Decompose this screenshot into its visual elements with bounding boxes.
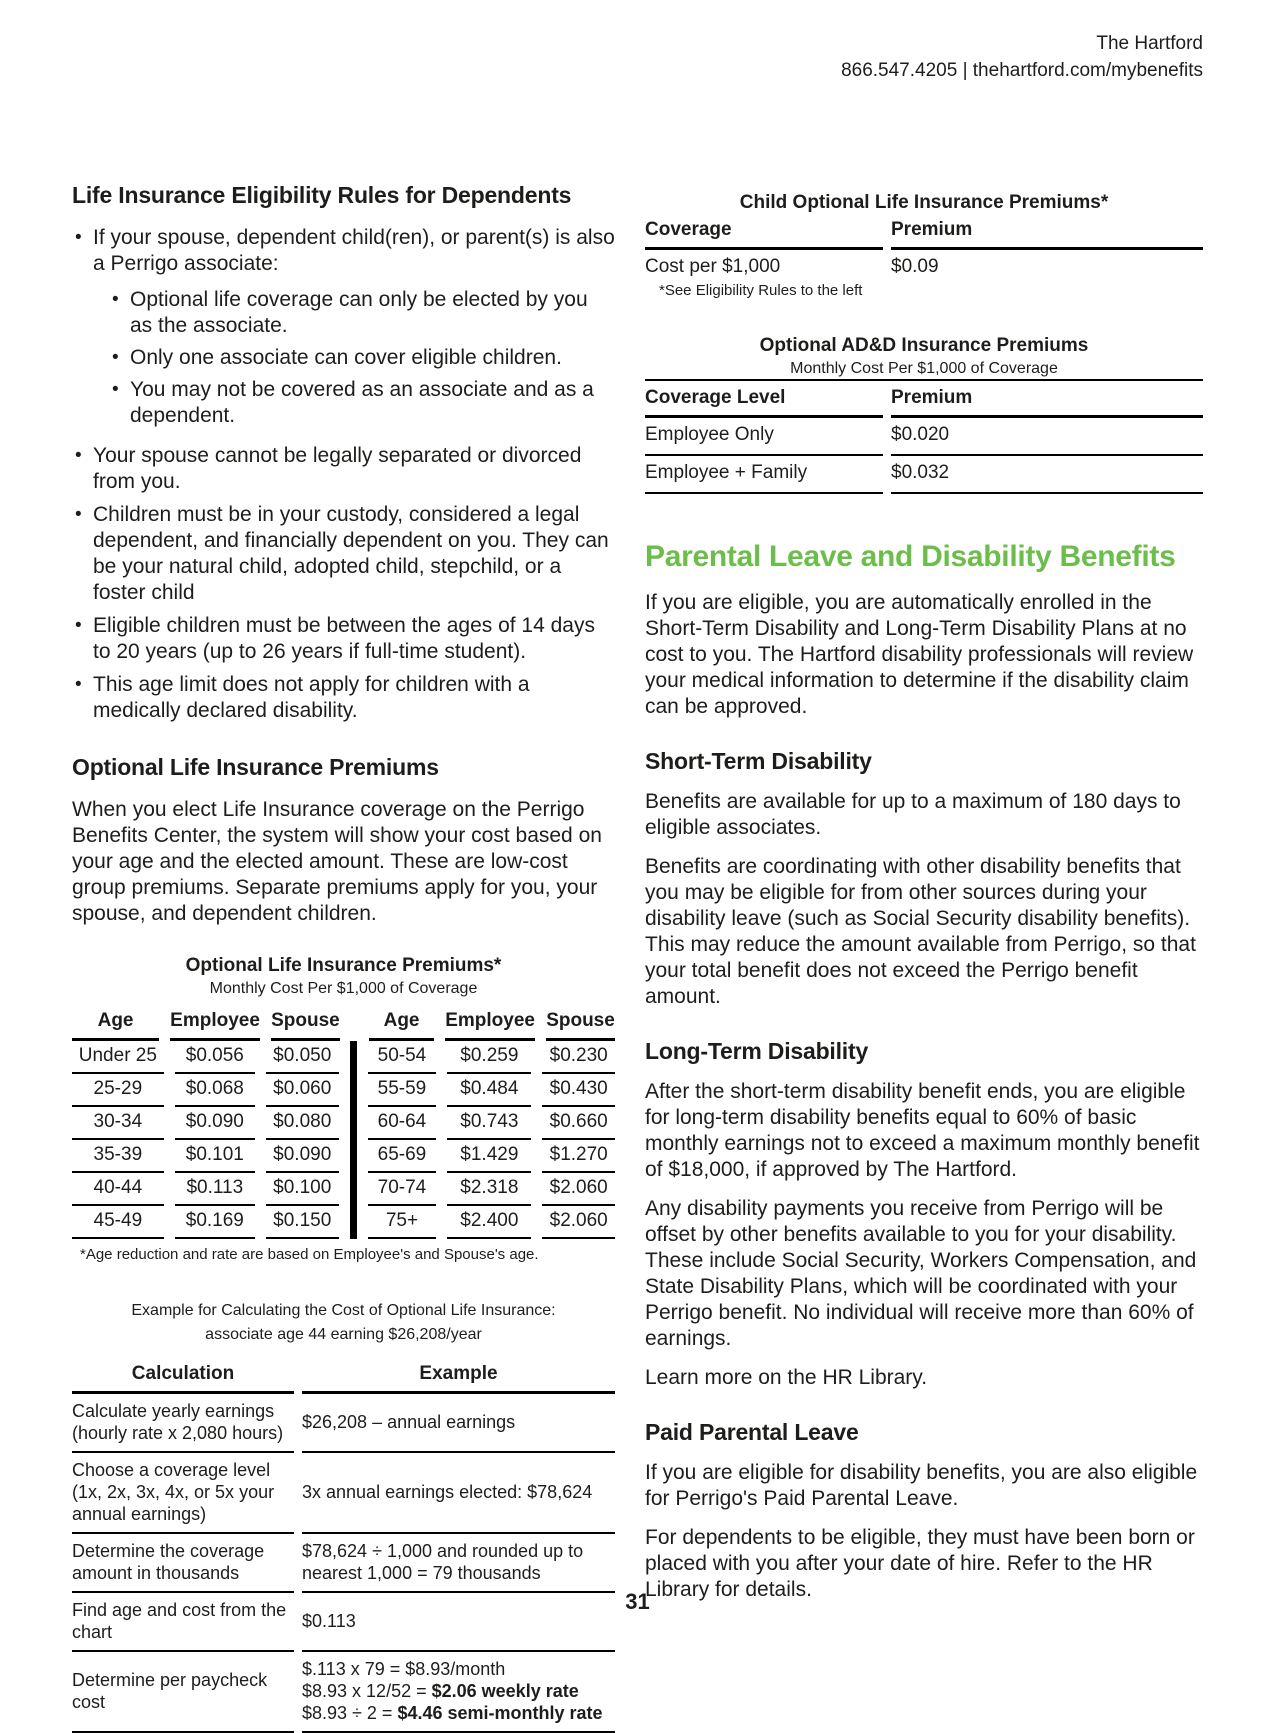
table-cell: $0.056 <box>175 1041 255 1074</box>
table-cell: $0.020 <box>891 418 1203 456</box>
table-header-row <box>645 217 1203 250</box>
calc-table-header-row <box>72 1361 615 1394</box>
page-number: 31 <box>625 1589 650 1614</box>
calc-cell <box>72 1394 294 1453</box>
table-cell: $2.060 <box>542 1206 615 1239</box>
table-cell: $1.429 <box>447 1140 531 1173</box>
sub-bullet-item: • Optional life coverage can only be elected by you as the associate. <box>107 287 615 339</box>
add-premiums-table-title: Optional AD&D Insurance Premiums <box>759 335 1089 356</box>
two-column-layout <box>72 182 1203 1733</box>
section-heading-long-term: Long-Term Disability <box>645 1038 869 1064</box>
table-cell: $0.113 <box>175 1173 255 1206</box>
table-row <box>72 1173 615 1206</box>
short-term-paragraph: Benefits are available for up to a maximum of 180 days to eligible associates. <box>645 790 1181 839</box>
example-intro: Example for Calculating the Cost of Optional Life Insurance: associate age 44 earning $26,208/year <box>131 1302 556 1343</box>
table-cell: $0.660 <box>542 1107 615 1140</box>
table-cell: $0.150 <box>266 1206 339 1239</box>
table-cell: 70-74 <box>368 1173 437 1206</box>
table-cell: 50-54 <box>368 1041 437 1074</box>
column-header: Spouse <box>546 1008 615 1041</box>
example-line <box>302 1702 615 1724</box>
calc-text: Calculate yearly earnings (hourly rate x 2,080 hours) <box>72 1401 284 1443</box>
table-cell: 40-44 <box>72 1173 164 1206</box>
short-term-paragraph: Benefits are coordinating with other disability benefits that you may be eligible for from other sources during your disability leave (such as Social Security disability benefits). This may reduce the amount available from Perrigo, so that your total benefit does not exceed the Perrigo benefit amount. <box>645 855 1196 1008</box>
column-header: Employee <box>170 1008 260 1041</box>
bullet-text: If your spouse, dependent child(ren), or parent(s) is also a Perrigo associate: <box>93 226 615 275</box>
calc-text: Determine per paycheck cost <box>72 1670 268 1712</box>
example-text: $.113 x 79 = $8.93/month <box>302 1659 506 1679</box>
example-text: $78,624 ÷ 1,000 and rounded up to nearest 1,000 = 79 thousands <box>302 1541 584 1583</box>
table-footnote: *Age reduction and rate are based on Employee's and Spouse's age. <box>80 1246 539 1263</box>
left-column <box>72 182 615 1733</box>
table-row <box>72 1140 615 1173</box>
table-cell: 30-34 <box>72 1107 164 1140</box>
contact-line: 866.547.4205 | thehartford.com/mybenefits <box>841 60 1203 81</box>
example-text: $0.113 <box>302 1611 356 1631</box>
column-header: Spouse <box>271 1008 340 1041</box>
table-cell: $0.060 <box>266 1074 339 1107</box>
table-row <box>72 1074 615 1107</box>
table-cell: $1.270 <box>542 1140 615 1173</box>
example-text: $26,208 – annual earnings <box>302 1412 516 1432</box>
table-cell: $0.090 <box>266 1140 339 1173</box>
table-cell: 25-29 <box>72 1074 164 1107</box>
column-header: Age <box>72 1008 159 1041</box>
calc-cell <box>72 1652 294 1733</box>
premiums-table-title: Optional Life Insurance Premiums* <box>185 955 502 976</box>
eligibility-bullet-list <box>72 225 615 724</box>
table-cell: 75+ <box>368 1206 437 1239</box>
table-cell: $0.430 <box>542 1074 615 1107</box>
table-cell: $0.259 <box>447 1041 531 1074</box>
section-heading-eligibility: Life Insurance Eligibility Rules for Dependents <box>72 182 572 208</box>
example-text-bold: $4.46 semi-monthly rate <box>397 1703 603 1723</box>
table-cell: $0.050 <box>266 1041 339 1074</box>
table-cell: $0.090 <box>175 1107 255 1140</box>
column-header: Example <box>302 1361 615 1394</box>
table-divider-bar <box>350 1206 357 1239</box>
long-term-paragraph: Learn more on the HR Library. <box>645 1366 928 1389</box>
table-row <box>72 1534 615 1593</box>
table-row <box>645 250 1203 280</box>
column-header: Age <box>369 1008 434 1041</box>
right-column <box>645 182 1203 1733</box>
table-cell: $2.060 <box>542 1173 615 1206</box>
table-cell: 55-59 <box>368 1074 437 1107</box>
table-row <box>645 418 1203 456</box>
calculation-example-table <box>72 1361 615 1733</box>
long-term-paragraph: Any disability payments you receive from Perrigo will be offset by other benefits available to you for your disability. These include Social Security, Workers Compensation, and State Disability Plans, which will be coordinated with your Perrigo benefit. No individual will receive more than 60% of earnings. <box>645 1197 1197 1350</box>
table-row <box>72 1206 615 1239</box>
example-text: $8.93 ÷ 2 = <box>302 1703 398 1723</box>
company-name: The Hartford <box>1096 33 1203 54</box>
column-header: Premium <box>891 385 1203 418</box>
table-cell: $0.169 <box>175 1206 255 1239</box>
table-divider-bar <box>350 1140 357 1173</box>
table-row <box>72 1652 615 1733</box>
premiums-table-subtitle: Monthly Cost Per $1,000 of Coverage <box>209 980 478 997</box>
table-cell: Employee + Family <box>645 456 883 494</box>
section-heading-paid-parental: Paid Parental Leave <box>645 1419 859 1445</box>
bullet-item <box>72 225 615 429</box>
bullet-item: • Your spouse cannot be legally separated or divorced from you. <box>72 443 615 495</box>
sub-bullet-item: • You may not be covered as an associate and as a dependent. <box>107 377 615 429</box>
example-text: $8.93 x 12/52 = <box>302 1681 432 1701</box>
column-header: Employee <box>445 1008 535 1041</box>
example-line <box>302 1680 615 1702</box>
table-cell: $0.101 <box>175 1140 255 1173</box>
eligibility-sub-bullet-list <box>107 287 615 429</box>
example-cell <box>302 1394 615 1453</box>
table-divider-bar <box>350 1107 357 1140</box>
table-row <box>72 1041 615 1074</box>
table-cell: $0.09 <box>891 256 939 277</box>
child-premiums-table <box>645 217 1203 280</box>
table-divider-bar <box>351 1008 358 1041</box>
table-cell: $0.230 <box>542 1041 615 1074</box>
example-line <box>302 1658 615 1680</box>
table-divider-bar <box>350 1041 357 1074</box>
table-cell: Employee Only <box>645 418 883 456</box>
bullet-item: • Eligible children must be between the ages of 14 days to 20 years (up to 26 years if full-time student). <box>72 613 615 665</box>
page-title-parental-leave: Parental Leave and Disability Benefits <box>645 540 1176 573</box>
table-cell: $0.484 <box>447 1074 531 1107</box>
long-term-paragraph: After the short-term disability benefit ends, you are eligible for long-term disability benefits equal to 60% of basic monthly earnings not to exceed a maximum monthly benefit of $18,000, if approved by The Hartford. <box>645 1080 1200 1181</box>
table-cell: Under 25 <box>72 1041 164 1074</box>
table-cell: $2.318 <box>447 1173 531 1206</box>
table-cell: $2.400 <box>447 1206 531 1239</box>
parental-intro: If you are eligible, you are automatically enrolled in the Short-Term Disability and Long-Term Disability Plans at no cost to you. The Hartford disability professionals will review your medical information to determine if the disability claim can be approved. <box>645 591 1194 718</box>
paid-parental-paragraph: If you are eligible for disability benefits, you are also eligible for Perrigo's Paid Parental Leave. <box>645 1461 1198 1510</box>
calc-cell <box>72 1453 294 1534</box>
table-divider-bar <box>350 1074 357 1107</box>
table-cell: 65-69 <box>368 1140 437 1173</box>
column-header: Coverage <box>645 217 883 250</box>
table-cell: 35-39 <box>72 1140 164 1173</box>
table-cell: $0.080 <box>266 1107 339 1140</box>
bullet-item: • Children must be in your custody, considered a legal dependent, and financially dependent on you. They can be your natural child, adopted child, stepchild, or a foster child <box>72 502 615 606</box>
optional-life-premiums-table <box>72 1008 615 1239</box>
child-premiums-table-title: Child Optional Life Insurance Premiums* <box>739 192 1109 213</box>
table-cell: $0.100 <box>266 1173 339 1206</box>
calc-text: Choose a coverage level (1x, 2x, 3x, 4x, or 5x your annual earnings) <box>72 1460 275 1524</box>
table-cell: $0.068 <box>175 1074 255 1107</box>
sub-bullet-item: • Only one associate can cover eligible children. <box>107 345 615 371</box>
calc-text: Find age and cost from the chart <box>72 1600 287 1642</box>
table-cell: 45-49 <box>72 1206 164 1239</box>
table-row <box>645 456 1203 494</box>
add-premiums-table <box>645 381 1203 494</box>
column-header: Coverage Level <box>645 385 883 418</box>
example-text-bold: $2.06 weekly rate <box>431 1681 579 1701</box>
example-cell <box>302 1652 615 1733</box>
optional-life-intro: When you elect Life Insurance coverage on the Perrigo Benefits Center, the system will show your cost based on your age and the elected amount. These are low-cost group premiums. Separate premiums apply for you, your spouse, and dependent children. <box>72 798 602 925</box>
column-header: Calculation <box>72 1361 294 1394</box>
table-header-row <box>645 381 1203 418</box>
section-heading-optional-life: Optional Life Insurance Premiums <box>72 754 439 780</box>
table-cell: $0.743 <box>447 1107 531 1140</box>
table-cell: Cost per $1,000 <box>645 256 781 277</box>
premiums-table-header-row <box>72 1008 615 1041</box>
example-text: 3x annual earnings elected: $78,624 <box>302 1482 593 1502</box>
table-row <box>72 1107 615 1140</box>
table-footnote: *See Eligibility Rules to the left <box>659 282 863 299</box>
column-header: Premium <box>891 217 1203 250</box>
bullet-item: • This age limit does not apply for children with a medically declared disability. <box>72 672 615 724</box>
table-cell: $0.032 <box>891 456 1203 494</box>
calc-text: Determine the coverage amount in thousands <box>72 1541 265 1583</box>
table-divider-bar <box>350 1173 357 1206</box>
add-premiums-table-subtitle: Monthly Cost Per $1,000 of Coverage <box>790 360 1058 377</box>
example-cell <box>302 1453 615 1534</box>
page-header <box>72 30 1203 84</box>
example-cell <box>302 1534 615 1593</box>
calc-cell <box>72 1534 294 1593</box>
table-row <box>72 1394 615 1453</box>
table-row <box>72 1453 615 1534</box>
paid-parental-paragraph: For dependents to be eligible, they must have been born or placed with you after your date of hire. Refer to the HR Library for details. <box>645 1526 1195 1601</box>
table-cell: 60-64 <box>368 1107 437 1140</box>
section-heading-short-term: Short-Term Disability <box>645 748 872 774</box>
